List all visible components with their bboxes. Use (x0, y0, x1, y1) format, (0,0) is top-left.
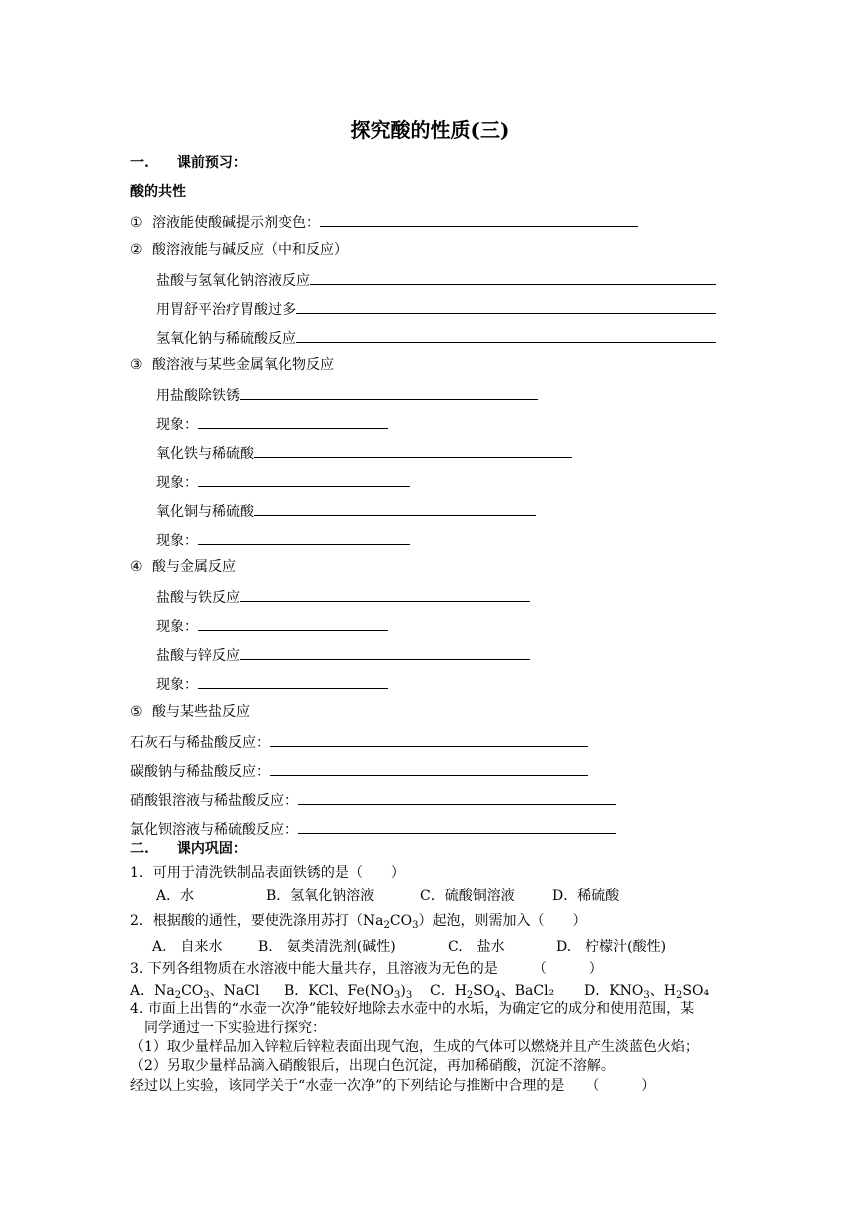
q4-line4: （2）另取少量样品滴入硝酸银后，出现白色沉淀，再加稀硝酸，沉淀不溶解。 (130, 1058, 615, 1074)
phenomenon-blank[interactable] (198, 530, 410, 545)
q2-option-d[interactable]: D. 柠檬汁(酸性) (556, 939, 667, 955)
item5-line1-blank[interactable] (270, 732, 588, 747)
item5-line3 (130, 790, 616, 810)
q3-subscript: 2 (466, 990, 474, 1001)
q3-subscript: 3 (643, 990, 650, 1001)
item3-line-a (156, 385, 538, 405)
item2-text: 酸溶液能与碱反应（中和反应） (152, 242, 348, 258)
phenomenon-blank[interactable] (198, 414, 388, 429)
item2-line3 (156, 328, 716, 348)
item4-number: ④ (130, 559, 143, 575)
item4-line-a-blank[interactable] (240, 587, 530, 602)
item2-line2-blank[interactable] (296, 299, 716, 314)
phenomenon-label: 现象： (156, 533, 198, 549)
item5 (130, 703, 250, 721)
q3-a-text: A．Na (130, 983, 175, 999)
phenomenon-label: 现象： (156, 619, 198, 635)
phenomenon-label: 现象： (156, 677, 198, 693)
item2-line3-blank[interactable] (296, 328, 716, 343)
q2-stem-post: ）起泡，则需加入（ ） (418, 913, 587, 929)
q3-c-text: SO (473, 983, 495, 999)
q2-stem-mid: CO (389, 913, 413, 929)
item3-number: ③ (130, 357, 143, 373)
item2-line1 (156, 270, 716, 290)
item4 (130, 558, 236, 576)
q1-option-b[interactable]: B．氢氧化钠溶液 (266, 888, 375, 904)
q2-option-c[interactable]: C. 盐水 (448, 939, 505, 955)
item1-number: ① (130, 215, 143, 231)
item4-text: 酸与金属反应 (152, 559, 236, 575)
item3-line-c-blank[interactable] (254, 501, 536, 516)
item2-line2 (156, 299, 716, 319)
item4-line-b (156, 645, 530, 665)
q2-option-b[interactable]: B. 氨类清洗剂(碱性) (258, 939, 396, 955)
q3-a-text: CO (181, 983, 204, 999)
q1-option-c[interactable]: C．硫酸铜溶液 (420, 888, 515, 904)
q1-option-a[interactable]: A．水 (156, 888, 195, 904)
section1-heading: 一. 课前预习： (130, 155, 247, 171)
q3-subscript: 2 (676, 990, 683, 1001)
item3-line-a-label: 用盐酸除铁锈 (156, 388, 240, 404)
q4-line5: 经过以上实验，该同学关于“水壶一次净”的下列结论与推断中合理的是 （ ） (130, 1078, 656, 1094)
item3-line-a-blank[interactable] (240, 385, 538, 400)
item4-line-a (156, 587, 530, 607)
item1 (130, 212, 638, 232)
q3-subscript: 2 (174, 990, 182, 1001)
q3-stem: 3. 下列各组物质在水溶液中能大量共存，且溶液为无色的是 （ ） (130, 961, 603, 977)
q3-subscript: 4 (494, 990, 501, 1001)
q2-stem-pre: 2．根据酸的通性，要使洗涤用苏打（Na (130, 913, 384, 929)
item3 (130, 356, 334, 374)
item3-line-b (156, 443, 572, 463)
item4-phenomenon-b (156, 674, 388, 694)
q3-b-text: B．KCl、Fe(NO (284, 983, 394, 999)
item2-number: ② (130, 242, 143, 258)
item1-text: 溶液能使酸碱提示剂变色： (152, 215, 320, 231)
phenomenon-label: 现象： (156, 475, 198, 491)
item1-answer-blank[interactable] (320, 212, 638, 227)
item5-line2 (130, 761, 588, 781)
phenomenon-blank[interactable] (198, 674, 388, 689)
subheading-acid-commonality: 酸的共性 (130, 184, 186, 200)
q3-b-text: ) (400, 983, 406, 999)
item4-line-b-label: 盐酸与锌反应 (156, 648, 240, 664)
item3-phenomenon-c (156, 530, 410, 550)
item3-phenomenon-a (156, 414, 388, 434)
q4-line2: 同学通过一下实验进行探究： (144, 1020, 326, 1036)
item2-line1-label: 盐酸与氢氧化钠溶液反应 (156, 273, 310, 289)
page-title: 探究酸的性质(三) (350, 118, 510, 142)
item5-line2-blank[interactable] (270, 761, 588, 776)
q3-d-text: 、H (649, 983, 677, 999)
q4-line3: （1）取少量样品加入锌粒后锌粒表面出现气泡，生成的气体可以燃烧并且产生淡蓝色火焰； (130, 1039, 699, 1055)
q1-stem: 1．可用于清洗铁制品表面铁锈的是（ ） (130, 865, 405, 881)
q2-subscript: 2 (383, 920, 390, 931)
q1-option-d[interactable]: D．稀硫酸 (552, 888, 620, 904)
q3-subscript: 3 (393, 990, 401, 1001)
item5-text: 酸与某些盐反应 (152, 704, 250, 720)
q2-stem (130, 912, 586, 935)
item5-line1-label: 石灰石与稀盐酸反应： (130, 735, 270, 751)
q4-line1: 4. 市面上出售的“水壶一次净”能较好地除去水壶中的水垢，为确定它的成分和使用范围，某 (130, 1001, 695, 1017)
q3-subscript: 3 (405, 990, 413, 1001)
item5-line1 (130, 732, 588, 752)
item2 (130, 241, 348, 259)
item2-line1-blank[interactable] (310, 270, 716, 285)
item5-line4 (130, 819, 616, 839)
item2-line3-label: 氢氧化钠与稀硫酸反应 (156, 331, 296, 347)
item3-line-b-label: 氧化铁与稀硫酸 (156, 446, 254, 462)
q3-a-text: 、NaCl (209, 983, 260, 999)
item4-line-a-label: 盐酸与铁反应 (156, 590, 240, 606)
q3-d-text: D．KNO (584, 983, 644, 999)
q3-c-text: 、BaCl₂ (500, 983, 555, 999)
q3-d-text: SO₄ (682, 983, 710, 999)
item5-line3-label: 硝酸银溶液与稀盐酸反应： (130, 793, 298, 809)
item5-line4-blank[interactable] (298, 819, 616, 834)
q2-subscript: 3 (412, 920, 419, 931)
item5-number: ⑤ (130, 704, 143, 720)
item5-line3-blank[interactable] (298, 790, 616, 805)
item5-line2-label: 碳酸钠与稀盐酸反应： (130, 764, 270, 780)
phenomenon-label: 现象： (156, 417, 198, 433)
q3-subscript: 3 (203, 990, 210, 1001)
item3-line-c-label: 氧化铜与稀硫酸 (156, 504, 254, 520)
item3-text: 酸溶液与某些金属氧化物反应 (152, 357, 334, 373)
item2-line2-label: 用胃舒平治疗胃酸过多 (156, 302, 296, 318)
item3-line-c (156, 501, 536, 521)
item5-line4-label: 氯化钡溶液与稀硫酸反应： (130, 822, 298, 838)
phenomenon-blank[interactable] (198, 616, 388, 631)
item3-line-b-blank[interactable] (254, 443, 572, 458)
item3-phenomenon-b (156, 472, 410, 492)
phenomenon-blank[interactable] (198, 472, 410, 487)
item4-phenomenon-a (156, 616, 388, 636)
item4-line-b-blank[interactable] (240, 645, 530, 660)
section2-heading: 二. 课内巩固： (130, 841, 247, 857)
q2-option-a[interactable]: A. 自来水 (152, 939, 223, 955)
q3-c-text: C．H (430, 983, 467, 999)
